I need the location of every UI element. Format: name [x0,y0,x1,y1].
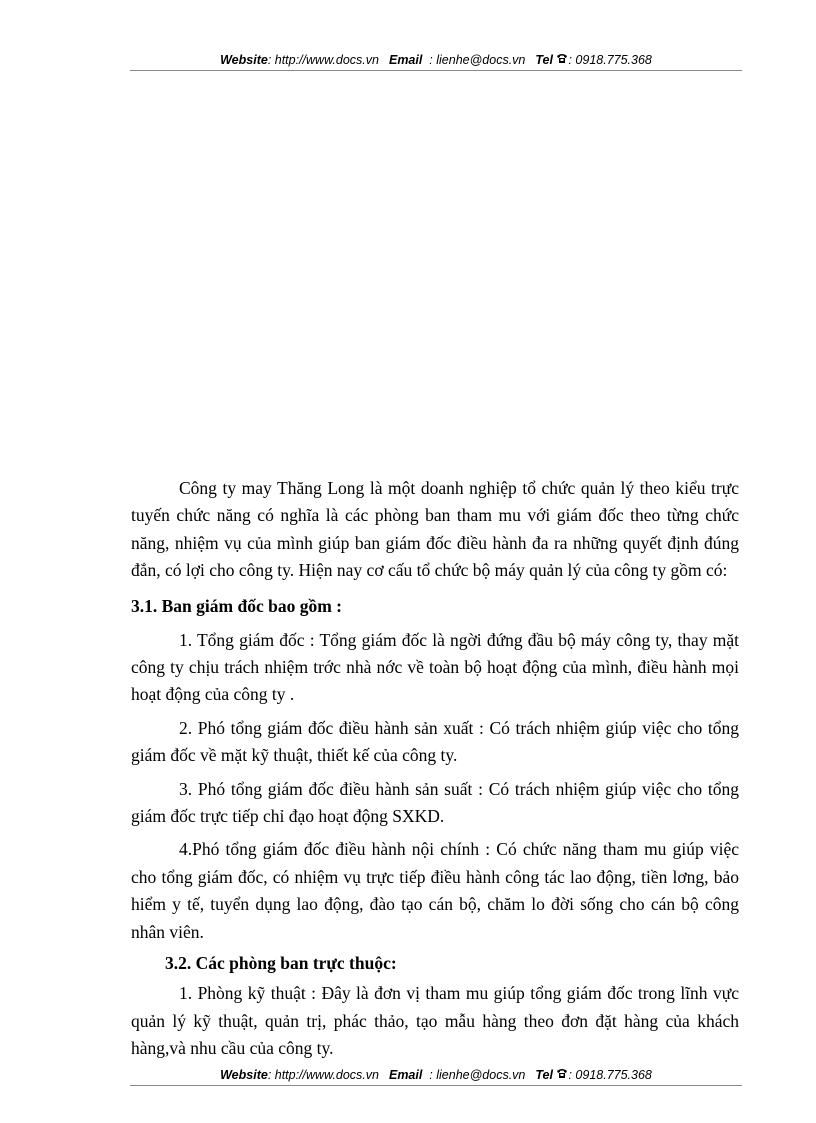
paragraph-deputy-internal: 4.Phó tổng giám đốc điều hành nội chính : Có chức năng tham mu giúp việc cho tổng giám đốc, có nhiệm vụ trực tiếp điều hành công tác lao động, tiền lơng, bảo hiểm y tế, tuyển dụng lao động, đào tạo cán bộ, chăm lo đời sống cho cán bộ công nhân viên. [131,839,739,942]
page-footer [130,1067,742,1083]
website-label: Website [220,53,268,67]
tel-label: Tel [535,1068,553,1082]
section-heading-3-1: 3.1. Ban giám đốc bao gồm : [131,595,342,616]
paragraph-deputy-production: 2. Phó tổng giám đốc điều hành sản xuất : Có trách nhiệm giúp việc cho tổng giám đốc về mặt kỹ thuật, thiết kế của công ty. [131,717,739,766]
phone-icon [556,53,568,64]
paragraph-deputy-sxkd: 3. Phó tổng giám đốc điều hành sản suất : Có trách nhiệm giúp việc cho tổng giám đốc trực tiếp chỉ đạo hoạt động SXKD. [131,778,739,827]
section-heading-3-2: 3.2. Các phòng ban trực thuộc: [165,953,397,974]
document-body [131,475,739,1068]
paragraph-general-director: 1. Tổng giám đốc : Tổng giám đốc là ngời đứng đầu bộ máy công ty, thay mặt công ty chịu trách nhiệm trớc nhà nớc về toàn bộ hoạt động của mình, điều hành mọi hoạt động của công ty . [131,629,739,705]
page-header [130,52,742,68]
email-label: Email [388,1068,423,1082]
phone-icon [556,1068,568,1079]
intro-paragraph: Công ty may Thăng Long là một doanh nghiệp tổ chức quản lý theo kiểu trực tuyến chức năng có nghĩa là các phòng ban tham mu với giám đốc theo từng chức năng, nhiệm vụ của mình giúp ban giám đốc điều hành đa ra những quyết định đúng đắn, có lợi cho công ty. Hiện nay cơ cấu tổ chức bộ máy quản lý của công ty gồm có: [131,478,739,581]
email-value: : lienhe@docs.vn [429,53,526,67]
tel-value: : 0918.775.368 [568,1068,652,1082]
email-value: : lienhe@docs.vn [429,1068,526,1082]
website-label: Website [220,1068,268,1082]
tel-value: : 0918.775.368 [568,53,652,67]
website-value: : http://www.docs.vn [267,53,379,67]
paragraph-technical-dept: 1. Phòng kỹ thuật : Đây là đơn vị tham mu giúp tổng giám đốc trong lĩnh vực quản lý kỹ thuật, quản trị, phác thảo, tạo mẫu hàng theo đơn đặt hàng của khách hàng,và nhu cầu của công ty. [131,983,739,1058]
footer-divider [130,1085,742,1086]
header-divider [130,70,742,71]
email-label: Email [388,53,423,67]
website-value: : http://www.docs.vn [267,1068,379,1082]
tel-label: Tel [535,53,553,67]
